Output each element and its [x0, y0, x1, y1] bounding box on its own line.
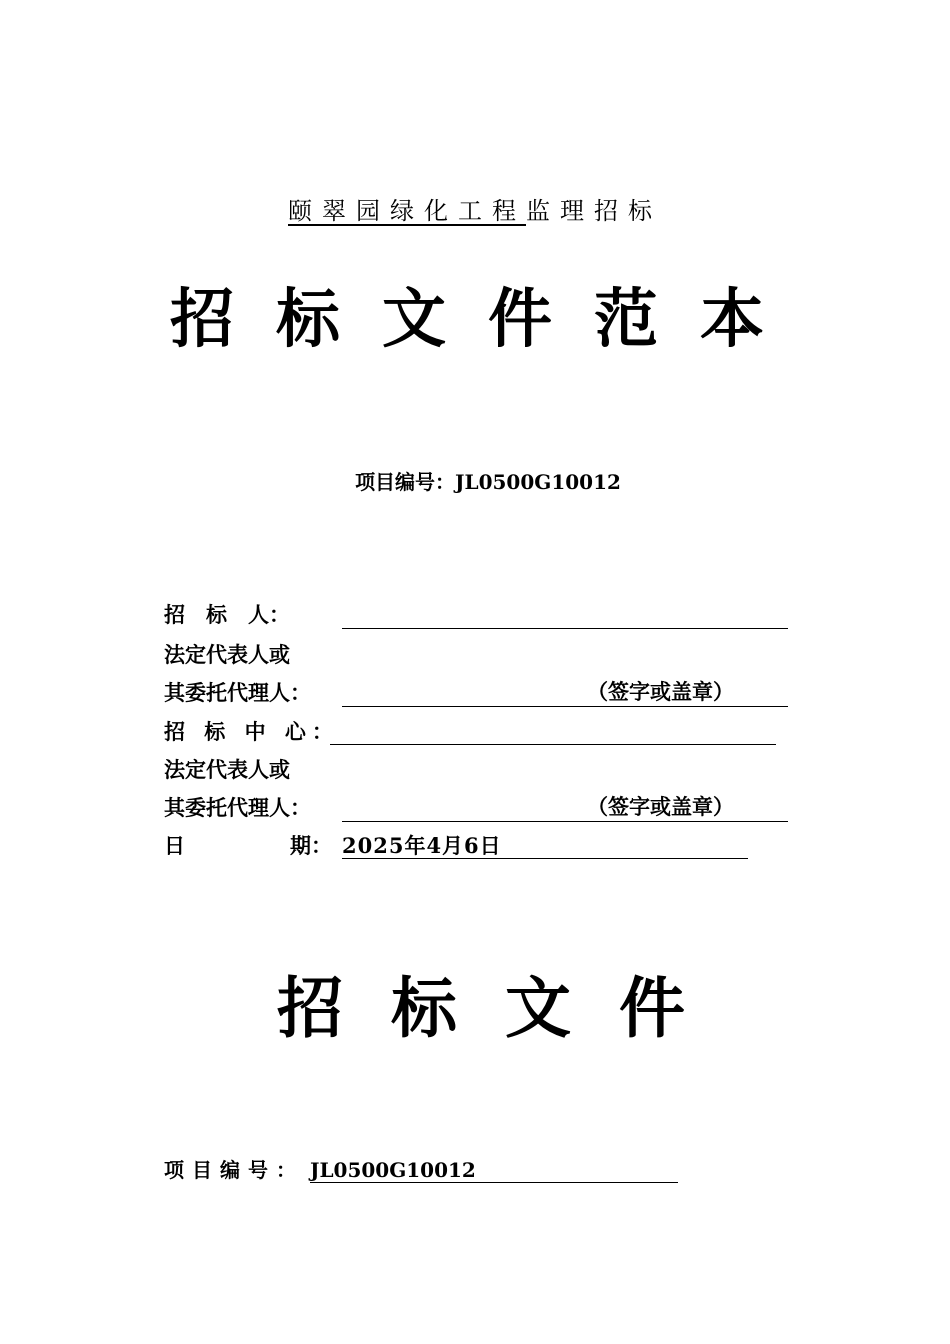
legal-rep-label-line1: 法定代表人或: [164, 642, 290, 667]
project-number-value: JL0500G10012: [310, 1158, 476, 1182]
sign-or-seal-note-2: （签字或盖章）: [587, 794, 734, 819]
date-label-second: 期：: [290, 833, 332, 858]
project-name: 颐翠园绿化工程: [288, 197, 526, 225]
sign-or-seal-note: （签字或盖章）: [587, 679, 734, 704]
project-number-label: 项目编号：: [164, 1158, 304, 1182]
date-label-first: 日: [164, 833, 185, 858]
subtitle-suffix: 监理招标: [526, 197, 662, 225]
cover-subtitle: [0, 196, 950, 226]
main-title: 招标文件范本: [170, 282, 806, 357]
project-number: 项目编号：JL0500G10012: [355, 470, 621, 494]
legal-rep2-label-line1: 法定代表人或: [164, 757, 290, 782]
tender-center-blank[interactable]: [330, 720, 776, 745]
tender-center-label: 招 标 中 心：: [164, 719, 339, 744]
tenderer-label: 招 标 人：: [164, 602, 290, 627]
date-value: 2025年4月6日: [342, 833, 502, 858]
legal-rep-label-line2: 其委托代理人：: [164, 680, 311, 705]
second-title: 招标文件: [277, 969, 733, 1047]
tenderer-blank[interactable]: [342, 604, 788, 629]
legal-rep2-label-line2: 其委托代理人：: [164, 795, 311, 820]
